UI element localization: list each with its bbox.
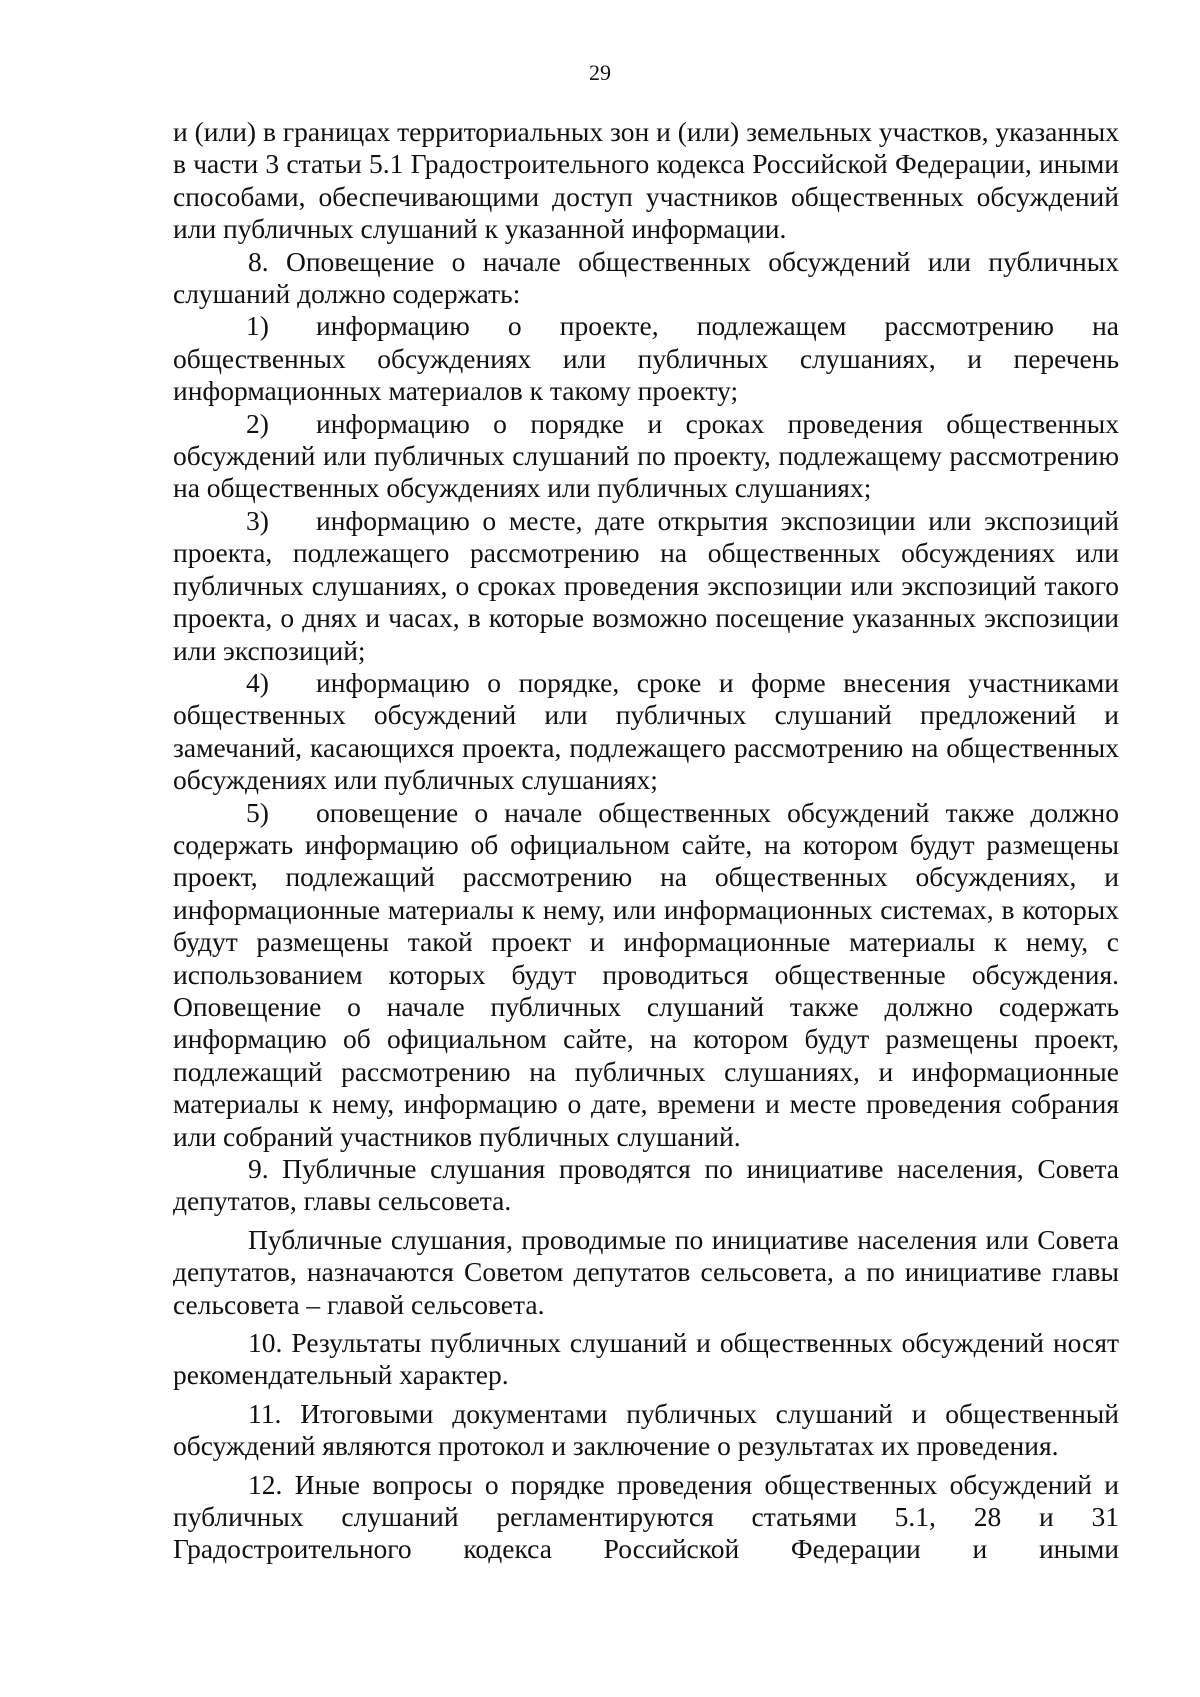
page-number: 29 <box>589 60 611 85</box>
paragraph-9: 9. Публичные слушания проводятся по инициативе населения, Совета депутатов, главы сельсовета. <box>173 1153 1119 1217</box>
list-item-text: общественных обсуждений или публичных слушаний предложений и замечаний, касающихся проекта, подлежащего рассмотрению на общественных обсуждениях или публичных слушаниях; <box>173 699 1119 796</box>
paragraph-12: 12. Иные вопросы о порядке проведения общественных обсуждений и публичных слушаний регламентируются статьями 5.1, 28 и 31 Градостроительного кодекса Российской Федерации и иными <box>173 1468 1119 1565</box>
list-item-number: 3) <box>246 504 269 536</box>
list-item-first-line: оповещение о начале общественных обсуждений также должно <box>316 796 1119 828</box>
document-body <box>173 116 1119 1566</box>
list-item <box>173 310 1119 407</box>
paragraph-10: 10. Результаты публичных слушаний и общественных обсуждений носят рекомендательный характер. <box>173 1327 1119 1391</box>
paragraph-11: 11. Итоговыми документами публичных слушаний и общественный обсуждений являются протокол и заключение о результатах их проведения. <box>173 1397 1119 1462</box>
list-item-text: обсуждений или публичных слушаний по проекту, подлежащему рассмотрению на общественных обсуждениях или публичных слушаниях; <box>173 440 1119 504</box>
list-item-first-line: информацию о проекте, подлежащем рассмотрению на <box>316 310 1119 342</box>
list-item-first-line: информацию о месте, дате открытия экспозиции или экспозиций <box>316 504 1119 536</box>
paragraph-9-continued: Публичные слушания, проводимые по инициативе населения или Совета депутатов, назначаются Советом депутатов сельсовета, а по инициативе главы сельсовета – главой сельсовета. <box>173 1223 1119 1320</box>
list-item-number: 5) <box>246 796 269 828</box>
list-item <box>173 797 1119 1153</box>
list-item <box>173 667 1119 797</box>
list-item-number: 1) <box>246 310 269 342</box>
paragraph-8: 8. Оповещение о начале общественных обсуждений или публичных слушаний должно содержать: <box>173 245 1119 310</box>
list-item-text: общественных обсуждениях или публичных слушаниях, и перечень информационных материалов к такому проекту; <box>173 342 1119 407</box>
list-item-text: проекта, подлежащего рассмотрению на общественных обсуждениях или публичных слушаниях, о сроках проведения экспозиции или экспозиций такого проекта, о днях и часах, в которые возможно посещение указанных экспозиции или экспозиций; <box>173 537 1119 666</box>
list-item-number: 2) <box>246 407 269 439</box>
paragraph-intro: и (или) в границах территориальных зон и (или) земельных участков, указанных в части 3 статьи 5.1 Градостроительного кодекса Российской Федерации, иными способами, обеспечивающими доступ участников общественных обсуждений или публичных слушаний к указанной информации. <box>173 116 1119 245</box>
list-item-first-line: информацию о порядке и сроках проведения общественных <box>316 407 1119 439</box>
list-item-first-line: информацию о порядке, сроке и форме внесения участниками <box>316 666 1119 698</box>
list-item-number: 4) <box>246 666 269 698</box>
list-item-text: содержать информацию об официальном сайте, на котором будут размещены проект, подлежащий рассмотрению на общественных обсуждениях, и информационные материалы к нему, или информационных системах, в которых будут размещены такой проект и информационные материалы к нему, с использованием которых будут проводиться общественные обсуждения. Оповещение о начале публичных слушаний также должно содержать информацию об официальном сайте, на котором будут размещены проект, подлежащий рассмотрению на публичных слушаниях, и информационные материалы к нему, информацию о дате, времени и месте проведения собрания или собраний участников публичных слушаний. <box>173 828 1119 1152</box>
list-item <box>173 408 1119 505</box>
list-item <box>173 505 1119 667</box>
